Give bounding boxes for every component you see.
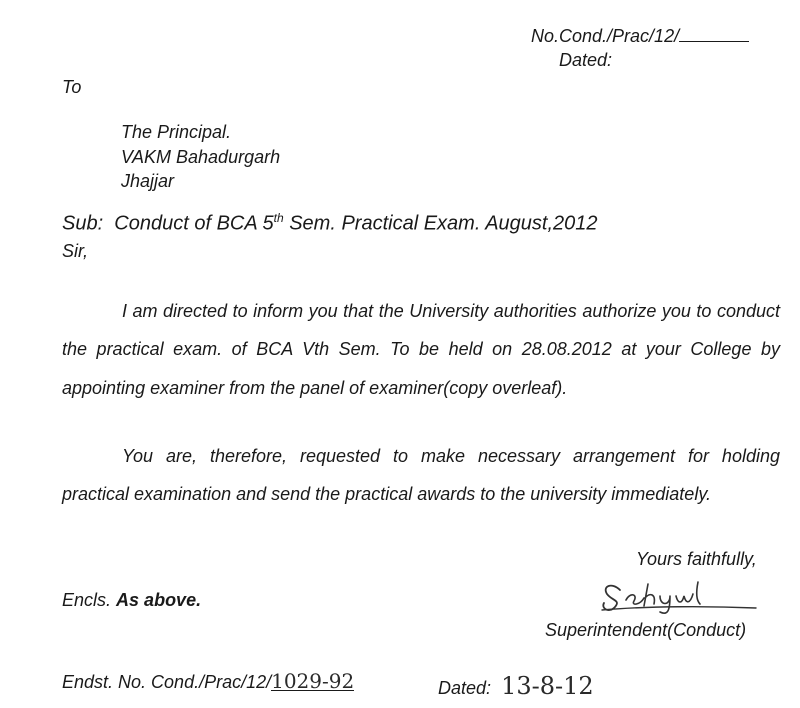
reference-number: No.Cond./Prac/12/ bbox=[531, 26, 749, 47]
signature bbox=[598, 570, 758, 616]
subject-text-start: Conduct of BCA 5 bbox=[114, 212, 274, 235]
subject-prefix: Sub: bbox=[62, 212, 104, 235]
enclosures: Encls. As above. bbox=[62, 590, 202, 610]
body-paragraph-1: I am directed to inform you that the University authorities authorize you to conduct the practical exam. of BCA Vth Sem. To be held on 28.08.2012 at your College by appointing examiner from the panel of examiner(copy overleaf). bbox=[62, 301, 780, 398]
handwritten-date: 13-8-12 bbox=[501, 672, 594, 700]
recipient-line-1: The Principal. bbox=[121, 122, 232, 142]
handwritten-endorsement-number: 1029-92 bbox=[271, 669, 355, 693]
reference-date: Dated: bbox=[559, 50, 613, 70]
subject-superscript: th bbox=[273, 211, 284, 225]
enclosures-value: As above. bbox=[116, 590, 202, 610]
recipient-line-2: VAKM Bahadurgarh bbox=[121, 147, 281, 167]
body-paragraph-2: You are, therefore, requested to make necessary arrangement for holding practical examination and send the practical awards to the university immediately. bbox=[62, 446, 780, 505]
subject-text-end: Sem. Practical Exam. August,2012 bbox=[283, 212, 598, 235]
salutation: Sir, bbox=[62, 241, 89, 261]
complimentary-close: Yours faithfully, bbox=[636, 549, 757, 569]
designation: Superintendent(Conduct) bbox=[545, 620, 747, 640]
endorsement-number: Endst. No. Cond./Prac/12/1029-92 bbox=[62, 669, 355, 693]
subject-line bbox=[62, 211, 598, 236]
recipient-line-3: Jhajjar bbox=[121, 171, 175, 191]
endorsement-date: Dated: 13-8-12 bbox=[438, 672, 594, 700]
reference-blank-line bbox=[679, 27, 749, 42]
to-label: To bbox=[62, 77, 82, 97]
